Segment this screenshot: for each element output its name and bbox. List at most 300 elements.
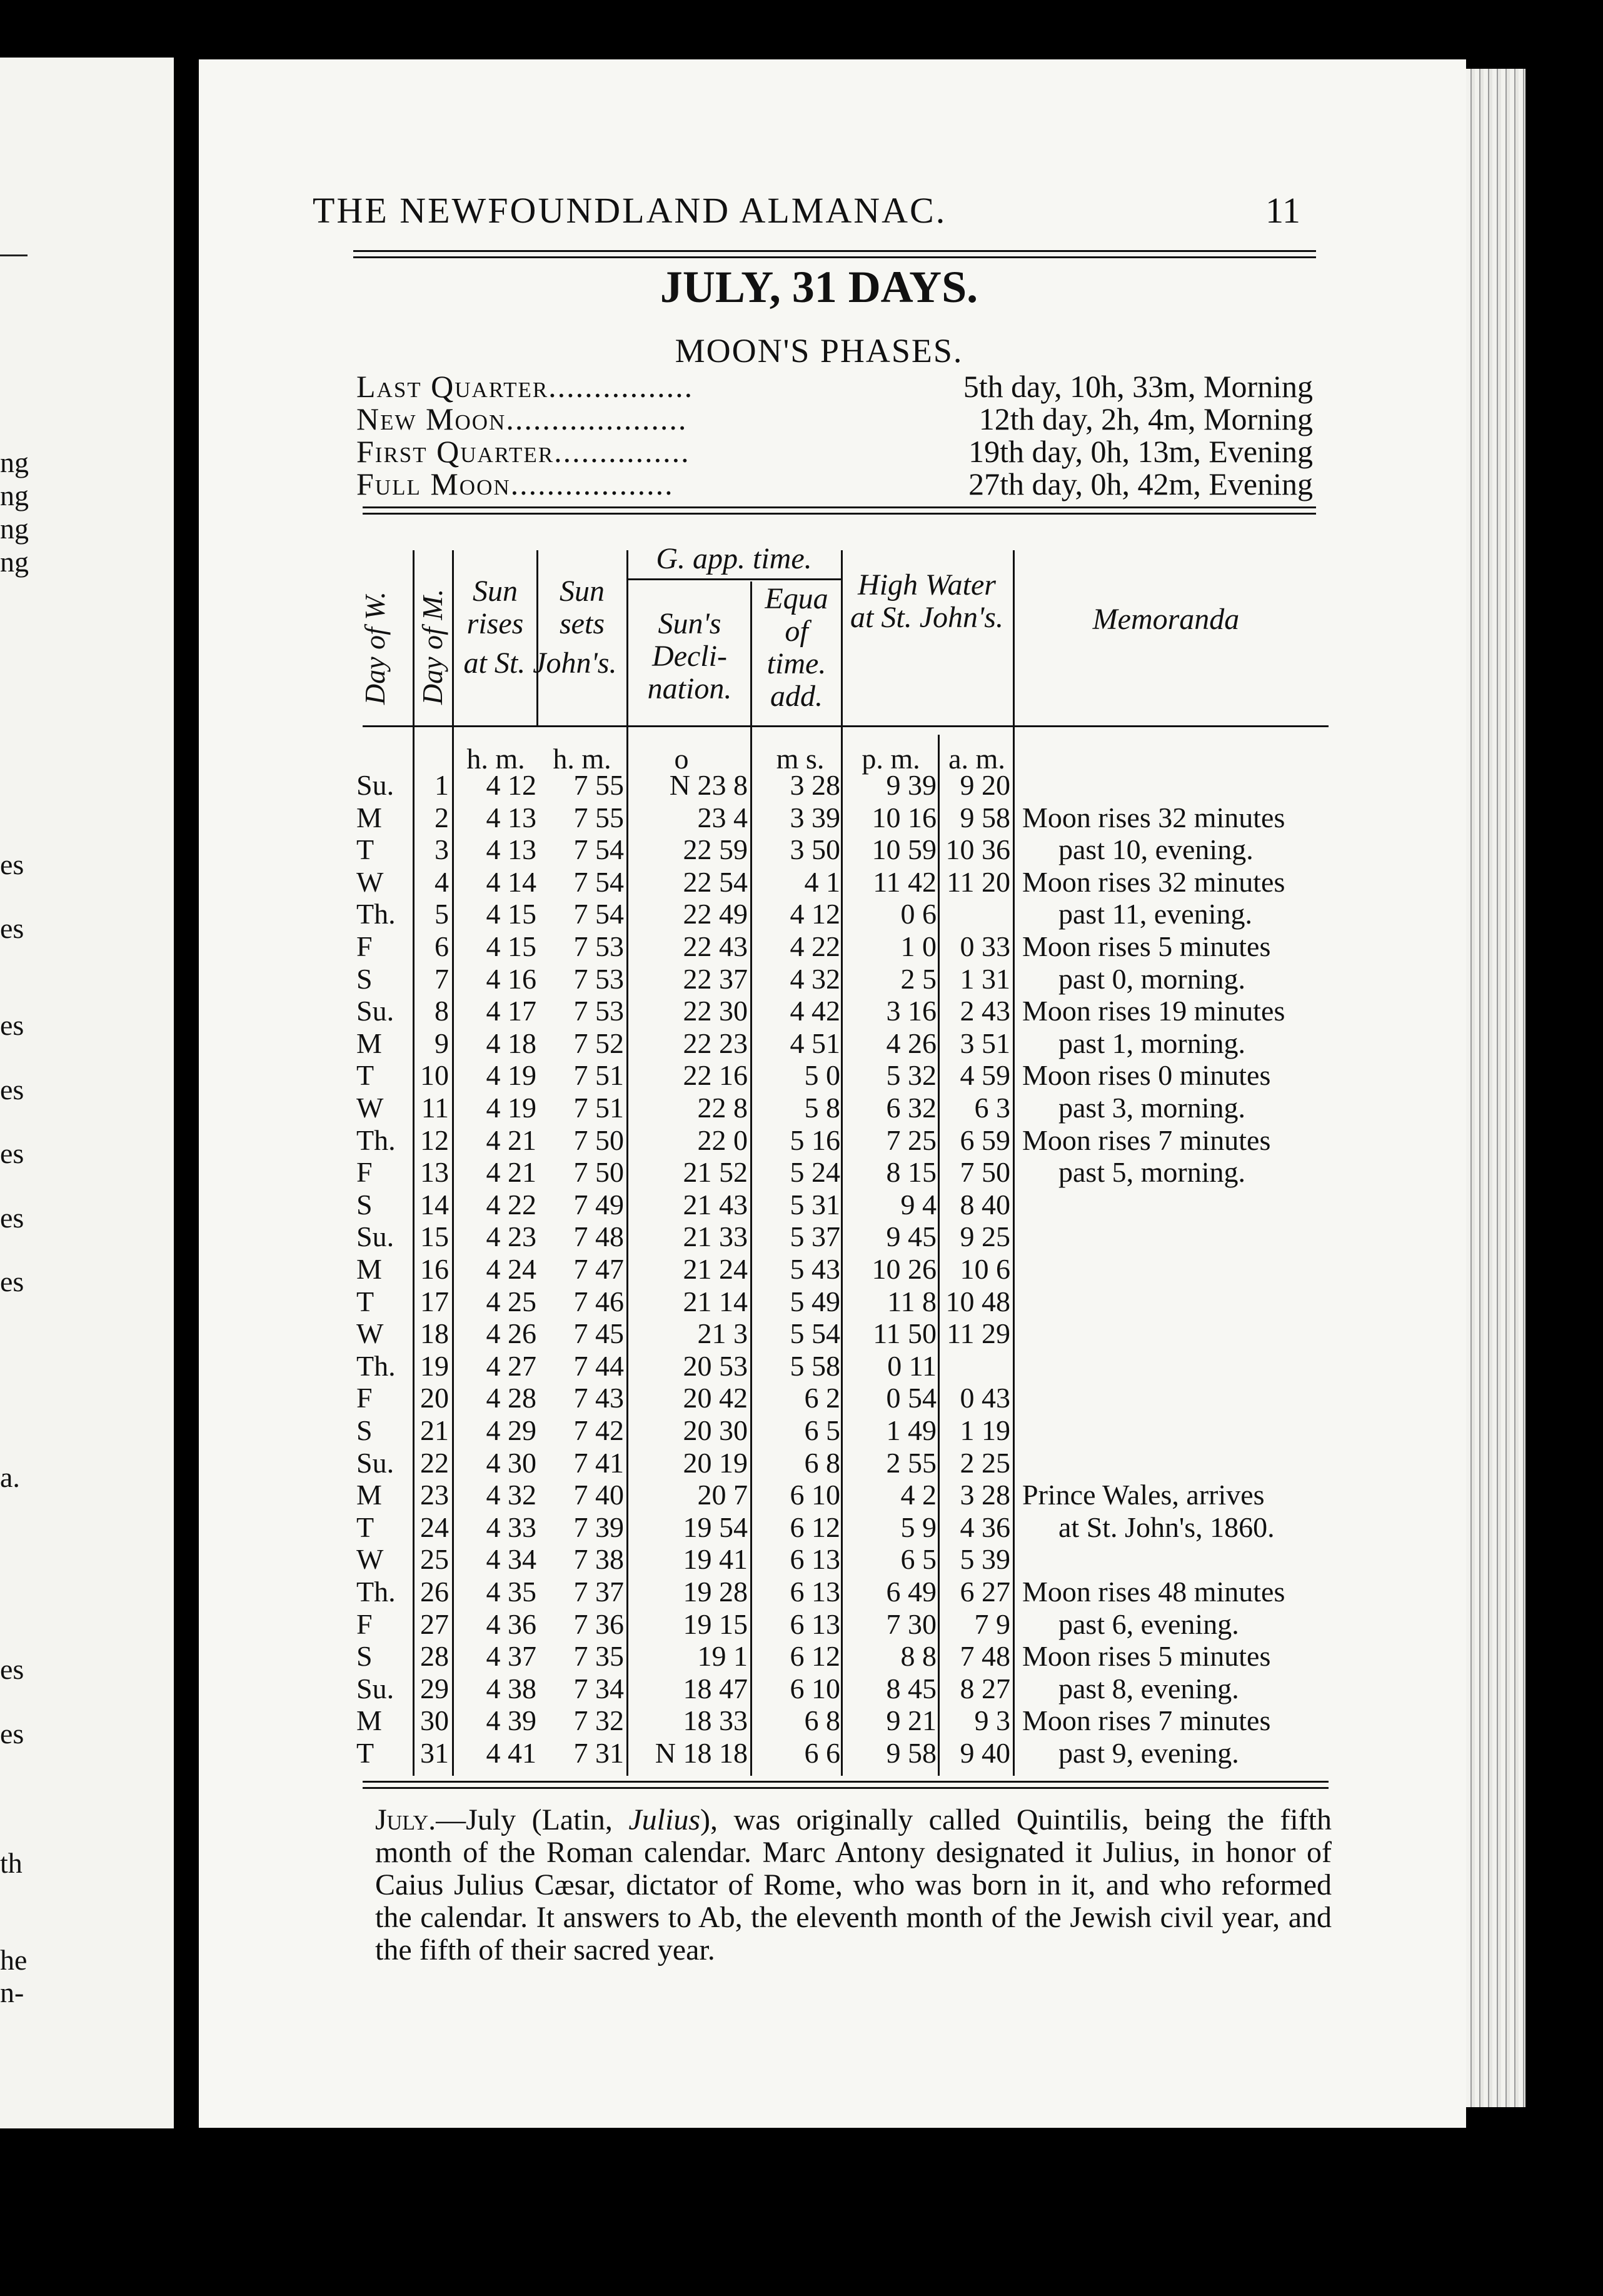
table-row (356, 1447, 1332, 1479)
equation-cell: 5 54 (790, 1317, 840, 1350)
sun-sets-cell: 7 46 (573, 1285, 624, 1317)
declination-cell: 18 47 (683, 1672, 748, 1704)
pm-water-cell: 7 30 (886, 1608, 937, 1640)
equation-cell: 4 42 (790, 995, 840, 1027)
declination-cell: N 18 18 (655, 1737, 748, 1769)
footnote-lead: July. (375, 1803, 436, 1836)
equation-cell: 5 37 (790, 1221, 840, 1253)
header-sun-rises: Sun rises (466, 575, 524, 640)
table-row (356, 1286, 1332, 1318)
declination-cell: 20 53 (683, 1349, 748, 1382)
memorandum-entry (1022, 995, 1341, 1059)
declination-cell: 22 37 (683, 962, 748, 995)
pm-water-cell: 9 58 (886, 1737, 937, 1769)
day-of-month-cell: 18 (420, 1317, 449, 1350)
header-rule (626, 578, 841, 580)
pm-water-cell: 8 15 (886, 1156, 937, 1189)
declination-cell: 22 59 (683, 833, 748, 866)
phase-detail: 5th day, 10h, 33m, Morning (963, 369, 1313, 404)
sun-rises-cell: 4 15 (486, 930, 536, 962)
day-of-month-cell: 13 (420, 1156, 449, 1189)
pm-water-cell: 6 32 (886, 1092, 937, 1124)
sun-sets-cell: 7 37 (573, 1576, 624, 1608)
unit-ms: m s. (776, 743, 825, 775)
day-of-month-cell: 22 (420, 1446, 449, 1479)
sun-rises-cell: 4 38 (486, 1672, 536, 1704)
sun-rises-cell: 4 21 (486, 1124, 536, 1156)
equation-cell: 5 8 (804, 1092, 840, 1124)
pm-water-cell: 8 8 (900, 1640, 937, 1673)
declination-cell: 21 52 (683, 1156, 748, 1189)
sun-rises-cell: 4 30 (486, 1446, 536, 1479)
am-water-cell: 8 27 (960, 1672, 1010, 1704)
phase-row (356, 403, 1313, 435)
am-water-cell: 6 27 (960, 1576, 1010, 1608)
pm-water-cell: 6 49 (886, 1576, 937, 1608)
phase-row (356, 468, 1313, 500)
sun-sets-cell: 7 31 (573, 1737, 624, 1769)
memorandum-entry (1022, 866, 1341, 930)
day-of-week-cell: F (356, 930, 373, 962)
sun-rises-cell: 4 27 (486, 1349, 536, 1382)
sun-rises-cell: 4 21 (486, 1156, 536, 1189)
previous-page-fragment: ng (0, 546, 29, 578)
sun-rises-cell: 4 14 (486, 865, 536, 898)
day-of-week-cell: M (356, 1253, 382, 1285)
day-of-week-cell: Th. (356, 1576, 396, 1608)
equation-cell: 3 39 (790, 801, 840, 833)
equation-cell: 5 0 (804, 1059, 840, 1092)
memorandum-line: past 9, evening. (1058, 1736, 1239, 1769)
sun-rises-cell: 4 22 (486, 1188, 536, 1221)
am-water-cell: 7 9 (974, 1608, 1010, 1640)
sun-sets-cell: 7 41 (573, 1446, 624, 1479)
footnote-text: ), was originally called Quintilis, being the fifth month of the Roman calendar. Marc Antony designated it Julius, in honor of Caius Julius Cæsar, dictator of Rome, who was born in it, and who reformed the calendar. It answers to Ab, the eleventh month of the Jewish civil year, and the fifth of their sacred year. (375, 1803, 1332, 1966)
footnote (375, 1804, 1332, 1966)
day-of-week-cell: F (356, 1382, 373, 1414)
equation-cell: 4 1 (804, 865, 840, 898)
sun-rises-cell: 4 18 (486, 1027, 536, 1059)
pm-water-cell: 0 54 (886, 1382, 937, 1414)
header-memoranda: Memoranda (1092, 603, 1240, 636)
previous-page-fragment: es (0, 1202, 24, 1234)
table-row (356, 1382, 1332, 1414)
sun-rises-cell: 4 32 (486, 1479, 536, 1511)
sun-rises-cell: 4 19 (486, 1092, 536, 1124)
sun-sets-cell: 7 55 (573, 801, 624, 833)
equation-cell: 6 10 (790, 1479, 840, 1511)
memorandum-line: past 5, morning. (1058, 1156, 1245, 1189)
day-of-month-cell: 30 (420, 1704, 449, 1737)
sun-rises-cell: 4 25 (486, 1285, 536, 1317)
memorandum-entry (1022, 1479, 1341, 1543)
footnote-italic: Julius (628, 1803, 701, 1836)
pm-water-cell: 11 50 (873, 1317, 937, 1350)
memorandum-entry (1022, 1704, 1341, 1769)
equation-cell: 5 31 (790, 1188, 840, 1221)
footnote-text: —July (Latin, (436, 1803, 629, 1836)
day-of-week-cell: F (356, 1156, 373, 1189)
am-water-cell: 7 50 (960, 1156, 1010, 1189)
sun-sets-cell: 7 53 (573, 962, 624, 995)
header-equation-of-time: Equa of time. add. (765, 582, 828, 713)
unit-hm-sets: h. m. (553, 743, 611, 775)
previous-page-fragment: es (0, 1718, 24, 1750)
memorandum-line: Moon rises 7 minutes (1022, 1704, 1271, 1737)
equation-cell: 5 24 (790, 1156, 840, 1189)
previous-page-fragment: a. (0, 1461, 20, 1493)
am-water-cell: 10 6 (960, 1253, 1010, 1285)
phase-name: New Moon.................... (356, 401, 688, 436)
memorandum-line: past 10, evening. (1058, 833, 1254, 866)
am-water-cell: 1 19 (960, 1414, 1010, 1446)
memorandum-entry (1022, 1059, 1341, 1124)
day-of-month-cell: 26 (420, 1576, 449, 1608)
sun-rises-cell: 4 24 (486, 1253, 536, 1285)
day-of-month-cell: 5 (435, 898, 449, 930)
declination-cell: 22 8 (697, 1092, 748, 1124)
day-of-month-cell: 24 (420, 1511, 449, 1543)
equation-cell: 4 51 (790, 1027, 840, 1059)
day-of-month-cell: 27 (420, 1608, 449, 1640)
declination-cell: 19 41 (683, 1543, 748, 1576)
memorandum-line: past 0, morning. (1058, 962, 1245, 995)
memorandum-line: Moon rises 48 minutes (1022, 1576, 1285, 1608)
equation-cell: 4 32 (790, 962, 840, 995)
memorandum-line: at St. John's, 1860. (1058, 1511, 1275, 1543)
equation-cell: 6 12 (790, 1511, 840, 1543)
sun-rises-cell: 4 16 (486, 962, 536, 995)
sun-sets-cell: 7 55 (573, 769, 624, 801)
header-day-of-month: Day of M. (416, 588, 448, 705)
phases-double-rule (363, 506, 1316, 515)
day-of-month-cell: 19 (420, 1349, 449, 1382)
sun-rises-cell: 4 39 (486, 1704, 536, 1737)
memorandum-line: Moon rises 19 minutes (1022, 995, 1285, 1027)
equation-cell: 3 50 (790, 833, 840, 866)
day-of-week-cell: T (356, 1059, 374, 1092)
day-of-month-cell: 23 (420, 1479, 449, 1511)
declination-cell: 22 30 (683, 995, 748, 1027)
sun-sets-cell: 7 53 (573, 930, 624, 962)
table-row (356, 1543, 1332, 1576)
previous-page-fragment: ng (0, 480, 29, 511)
am-water-cell: 6 59 (960, 1124, 1010, 1156)
memorandum-line: Prince Wales, arrives (1022, 1479, 1265, 1511)
day-of-week-cell: Su. (356, 1221, 394, 1253)
previous-page-fragment: es (0, 1266, 24, 1297)
am-water-cell: 9 25 (960, 1221, 1010, 1253)
day-of-month-cell: 4 (435, 865, 449, 898)
sun-sets-cell: 7 40 (573, 1479, 624, 1511)
pm-water-cell: 10 26 (872, 1253, 937, 1285)
day-of-week-cell: T (356, 1511, 374, 1543)
sun-sets-cell: 7 36 (573, 1608, 624, 1640)
day-of-week-cell: S (356, 1640, 373, 1673)
day-of-week-cell: M (356, 1027, 382, 1059)
memorandum-entry (1022, 802, 1341, 866)
am-water-cell: 10 36 (945, 833, 1010, 866)
am-water-cell: 4 59 (960, 1059, 1010, 1092)
day-of-month-cell: 11 (421, 1092, 449, 1124)
day-of-week-cell: Su. (356, 1446, 394, 1479)
declination-cell: 22 49 (683, 898, 748, 930)
day-of-week-cell: Su. (356, 1672, 394, 1704)
sun-sets-cell: 7 50 (573, 1124, 624, 1156)
day-of-month-cell: 25 (420, 1543, 449, 1576)
day-of-month-cell: 15 (420, 1221, 449, 1253)
table-row (356, 1221, 1332, 1253)
pm-water-cell: 9 39 (886, 769, 937, 801)
phases-title: MOON'S PHASES. (675, 332, 963, 370)
table-row (356, 1414, 1332, 1447)
declination-cell: 19 28 (683, 1576, 748, 1608)
sun-rises-cell: 4 12 (486, 769, 536, 801)
day-of-week-cell: T (356, 1285, 374, 1317)
equation-cell: 6 13 (790, 1576, 840, 1608)
am-water-cell: 9 20 (960, 769, 1010, 801)
declination-cell: 22 23 (683, 1027, 748, 1059)
day-of-week-cell: M (356, 801, 382, 833)
sun-rises-cell: 4 28 (486, 1382, 536, 1414)
header-high-water: High Water at St. John's. (850, 568, 1003, 634)
pm-water-cell: 5 32 (886, 1059, 937, 1092)
sun-sets-cell: 7 54 (573, 833, 624, 866)
phase-name: First Quarter............... (356, 434, 690, 469)
header-g-app-time: G. app. time. (656, 542, 812, 575)
pm-water-cell: 1 0 (900, 930, 937, 962)
declination-cell: 21 14 (683, 1285, 748, 1317)
sun-sets-cell: 7 54 (573, 898, 624, 930)
page-edge (1466, 69, 1525, 2107)
pm-water-cell: 11 42 (873, 865, 937, 898)
pm-water-cell: 0 6 (900, 898, 937, 930)
declination-cell: 20 7 (697, 1479, 748, 1511)
previous-page-fragment: es (0, 1009, 24, 1041)
declination-cell: 19 54 (683, 1511, 748, 1543)
phase-detail: 27th day, 0h, 42m, Evening (968, 466, 1313, 501)
am-water-cell: 3 51 (960, 1027, 1010, 1059)
memorandum-line: past 1, morning. (1058, 1027, 1245, 1059)
sun-sets-cell: 7 49 (573, 1188, 624, 1221)
pm-water-cell: 6 5 (900, 1543, 937, 1576)
pm-water-cell: 10 16 (872, 801, 937, 833)
day-of-month-cell: 21 (420, 1414, 449, 1446)
day-of-week-cell: Su. (356, 995, 394, 1027)
sun-sets-cell: 7 51 (573, 1092, 624, 1124)
memorandum-line: Moon rises 5 minutes (1022, 1640, 1271, 1673)
day-of-month-cell: 10 (420, 1059, 449, 1092)
declination-cell: 21 33 (683, 1221, 748, 1253)
pm-water-cell: 4 2 (900, 1479, 937, 1511)
sun-rises-cell: 4 34 (486, 1543, 536, 1576)
pm-water-cell: 9 45 (886, 1221, 937, 1253)
sun-rises-cell: 4 13 (486, 833, 536, 866)
equation-cell: 5 49 (790, 1285, 840, 1317)
phase-name: Full Moon.................. (356, 466, 674, 501)
head-double-rule (353, 250, 1316, 258)
am-water-cell: 11 20 (947, 865, 1010, 898)
day-of-week-cell: T (356, 1737, 374, 1769)
memorandum-line: past 6, evening. (1058, 1608, 1239, 1640)
day-of-month-cell: 28 (420, 1640, 449, 1673)
unit-hm-rises: h. m. (466, 743, 525, 775)
memorandum-line: Moon rises 32 minutes (1022, 801, 1285, 833)
pm-water-cell: 9 4 (900, 1188, 937, 1221)
equation-cell: 6 8 (804, 1446, 840, 1479)
day-of-week-cell: F (356, 1608, 373, 1640)
sun-sets-cell: 7 52 (573, 1027, 624, 1059)
previous-page-fragment: ng (0, 446, 29, 478)
day-of-month-cell: 3 (435, 833, 449, 866)
previous-page-fragment: es (0, 912, 24, 944)
sun-rises-cell: 4 37 (486, 1640, 536, 1673)
equation-cell: 6 6 (804, 1737, 840, 1769)
previous-page-fragment: es (0, 848, 24, 880)
equation-cell: 3 28 (790, 769, 840, 801)
day-of-week-cell: S (356, 1188, 373, 1221)
sun-sets-cell: 7 54 (573, 865, 624, 898)
memorandum-line: past 8, evening. (1058, 1672, 1239, 1704)
day-of-month-cell: 17 (420, 1285, 449, 1317)
pm-water-cell: 0 11 (887, 1349, 937, 1382)
unit-am: a. m. (948, 743, 1005, 775)
sun-sets-cell: 7 48 (573, 1221, 624, 1253)
day-of-week-cell: S (356, 1414, 373, 1446)
sun-sets-cell: 7 42 (573, 1414, 624, 1446)
pm-water-cell: 11 8 (887, 1285, 937, 1317)
pm-water-cell: 10 59 (872, 833, 937, 866)
declination-cell: 23 4 (697, 801, 748, 833)
sun-sets-cell: 7 50 (573, 1156, 624, 1189)
declination-cell: 21 43 (683, 1188, 748, 1221)
declination-cell: 18 33 (683, 1704, 748, 1737)
day-of-month-cell: 7 (435, 962, 449, 995)
equation-cell: 6 12 (790, 1640, 840, 1673)
equation-cell: 6 13 (790, 1608, 840, 1640)
memorandum-entry (1022, 930, 1341, 995)
declination-cell: 20 42 (683, 1382, 748, 1414)
day-of-week-cell: W (356, 1317, 384, 1350)
day-of-week-cell: Th. (356, 1349, 396, 1382)
am-water-cell: 0 33 (960, 930, 1010, 962)
day-of-month-cell: 16 (420, 1253, 449, 1285)
declination-cell: 20 30 (683, 1414, 748, 1446)
phase-name: Last Quarter................ (356, 369, 694, 404)
day-of-week-cell: T (356, 833, 374, 866)
declination-cell: 22 43 (683, 930, 748, 962)
am-water-cell: 4 36 (960, 1511, 1010, 1543)
day-of-week-cell: W (356, 1092, 384, 1124)
equation-cell: 5 43 (790, 1253, 840, 1285)
previous-page-rule (0, 254, 28, 256)
equation-cell: 6 5 (804, 1414, 840, 1446)
am-water-cell: 1 31 (960, 962, 1010, 995)
memorandum-line: past 3, morning. (1058, 1091, 1245, 1124)
day-of-week-cell: Th. (356, 1124, 396, 1156)
day-of-month-cell: 29 (420, 1672, 449, 1704)
phase-detail: 19th day, 0h, 13m, Evening (968, 434, 1313, 469)
table-row (356, 769, 1332, 802)
day-of-month-cell: 9 (435, 1027, 449, 1059)
pm-water-cell: 3 16 (886, 995, 937, 1027)
day-of-week-cell: M (356, 1479, 382, 1511)
unit-pm: p. m. (862, 743, 920, 775)
sun-sets-cell: 7 44 (573, 1349, 624, 1382)
header-rule (363, 725, 1329, 727)
memorandum-line: Moon rises 5 minutes (1022, 930, 1271, 962)
running-title: THE NEWFOUNDLAND ALMANAC. (313, 190, 947, 231)
table-row (356, 1317, 1332, 1350)
day-of-week-cell: S (356, 962, 373, 995)
previous-page-fragment: th (0, 1847, 23, 1879)
day-of-month-cell: 31 (420, 1737, 449, 1769)
equation-cell: 6 10 (790, 1672, 840, 1704)
equation-cell: 6 13 (790, 1543, 840, 1576)
day-of-week-cell: Su. (356, 769, 394, 801)
declination-cell: 19 1 (697, 1640, 748, 1673)
header-sun-sets: Sun sets (560, 575, 605, 640)
declination-cell: 19 15 (683, 1608, 748, 1640)
sun-sets-cell: 7 53 (573, 995, 624, 1027)
previous-page-fragment: es (0, 1137, 24, 1169)
day-of-month-cell: 1 (435, 769, 449, 801)
sun-rises-cell: 4 33 (486, 1511, 536, 1543)
day-of-week-cell: Th. (356, 898, 396, 930)
sun-sets-cell: 7 34 (573, 1672, 624, 1704)
day-of-month-cell: 14 (420, 1188, 449, 1221)
pm-water-cell: 8 45 (886, 1672, 937, 1704)
day-of-month-cell: 12 (420, 1124, 449, 1156)
declination-cell: 22 0 (697, 1124, 748, 1156)
equation-cell: 5 58 (790, 1349, 840, 1382)
declination-cell: 20 19 (683, 1446, 748, 1479)
sun-rises-cell: 4 26 (486, 1317, 536, 1350)
unit-degree: o (674, 743, 689, 775)
running-head (313, 189, 1300, 233)
memorandum-line: Moon rises 7 minutes (1022, 1124, 1271, 1156)
column-rule (536, 550, 538, 725)
sun-sets-cell: 7 45 (573, 1317, 624, 1350)
am-water-cell: 10 48 (945, 1285, 1010, 1317)
sun-sets-cell: 7 51 (573, 1059, 624, 1092)
declination-cell: N 23 8 (669, 769, 748, 801)
phase-row (356, 370, 1313, 403)
phase-detail: 12th day, 2h, 4m, Morning (978, 401, 1313, 436)
am-water-cell: 2 25 (960, 1446, 1010, 1479)
pm-water-cell: 9 21 (886, 1704, 937, 1737)
previous-page-fragment: he (0, 1944, 28, 1976)
table-row (356, 1350, 1332, 1382)
pm-water-cell: 1 49 (886, 1414, 937, 1446)
pm-water-cell: 2 55 (886, 1446, 937, 1479)
pm-water-cell: 7 25 (886, 1124, 937, 1156)
sun-sets-cell: 7 32 (573, 1704, 624, 1737)
pm-water-cell: 4 26 (886, 1027, 937, 1059)
sun-sets-cell: 7 43 (573, 1382, 624, 1414)
sun-rises-cell: 4 17 (486, 995, 536, 1027)
sun-rises-cell: 4 19 (486, 1059, 536, 1092)
month-title: JULY, 31 DAYS. (660, 262, 978, 312)
am-water-cell: 9 3 (974, 1704, 1010, 1737)
memorandum-entry (1022, 1124, 1341, 1189)
declination-cell: 21 24 (683, 1253, 748, 1285)
header-at-st-johns: at St. John's. (463, 647, 617, 680)
am-water-cell: 8 40 (960, 1188, 1010, 1221)
sun-rises-cell: 4 35 (486, 1576, 536, 1608)
declination-cell: 21 3 (697, 1317, 748, 1350)
sun-rises-cell: 4 15 (486, 898, 536, 930)
